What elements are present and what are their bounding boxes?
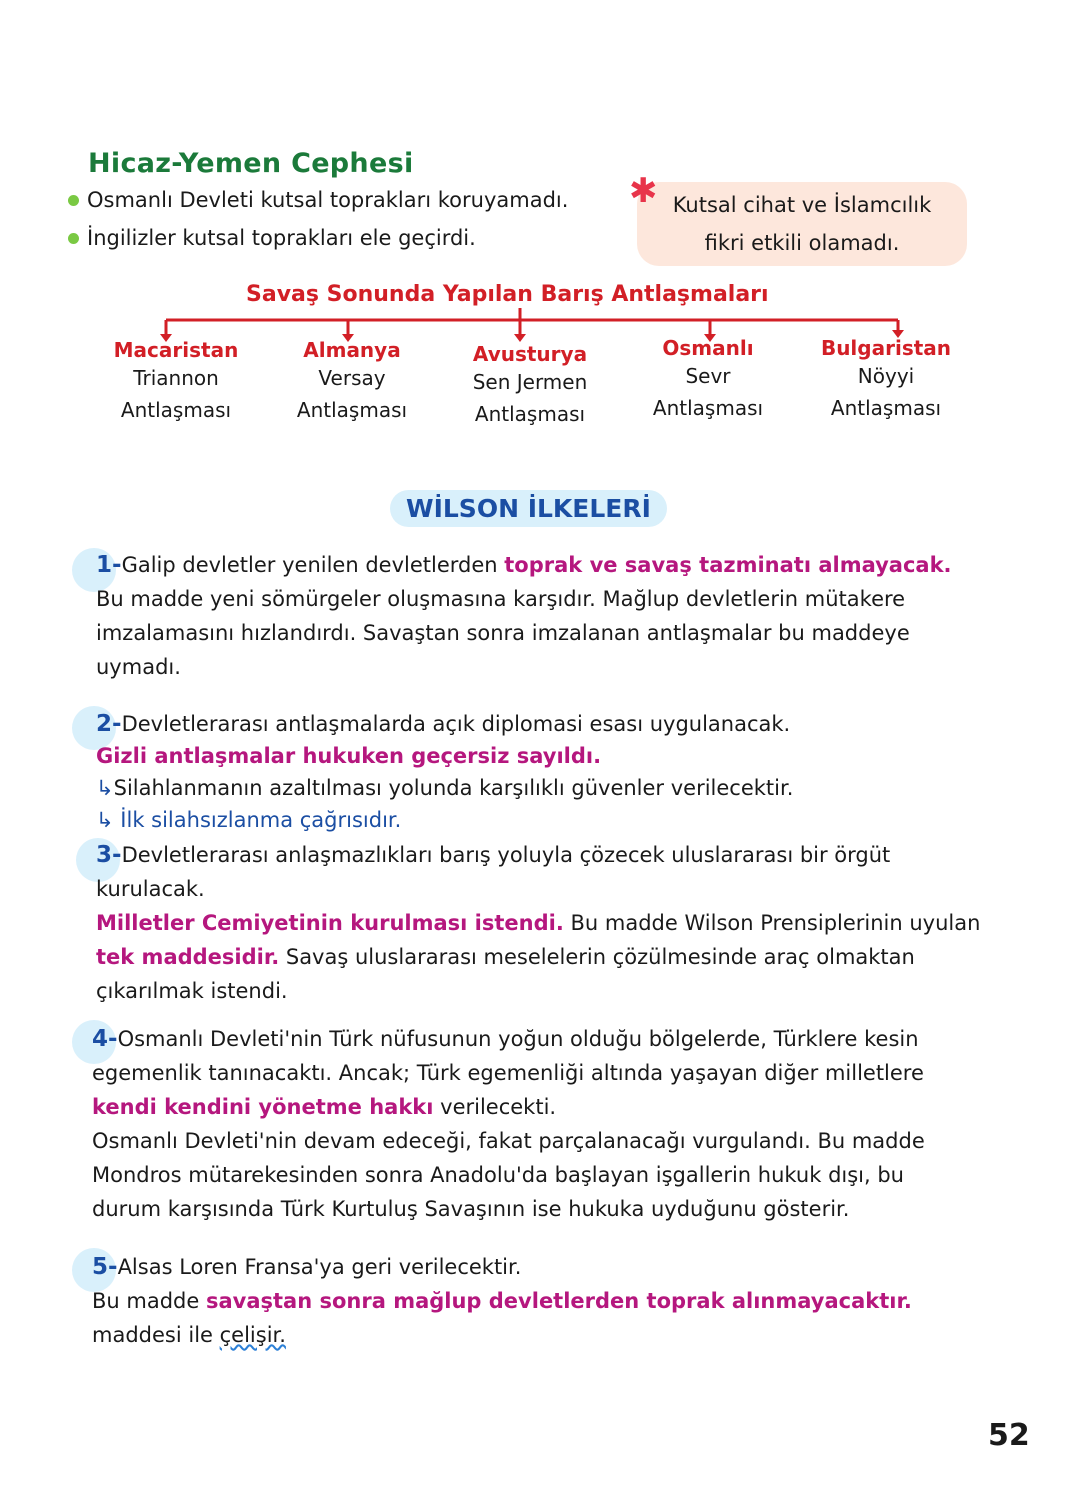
item-text: Osmanlı Devleti'nin Türk nüfusunun yoğun olduğu bölgelerde, Türklere kesin <box>117 1027 919 1051</box>
wilson-item-2 <box>96 708 1016 836</box>
item-text: uymadı. <box>96 655 181 679</box>
item-text: Savaş uluslararası meselelerin çözülmesinde araç olmaktan <box>279 945 915 969</box>
asterisk-icon: ✱ <box>629 171 658 211</box>
item-text: kurulacak. <box>96 877 205 901</box>
highlight-text: Milletler Cemiyetinin kurulması istendi. <box>96 911 564 935</box>
treaty-country: Avusturya <box>472 342 588 366</box>
treaty-name: Sevr <box>685 364 731 388</box>
item-text: çıkarılmak istendi. <box>96 979 288 1003</box>
arrow-icon: ↳ <box>96 808 114 832</box>
highlight-text: Gizli antlaşmalar hukuken geçersiz sayıldı. <box>96 744 602 768</box>
item-number: 3- <box>96 842 122 868</box>
treaty-suffix: Antlaşması <box>652 396 764 420</box>
item-text: durum karşısında Türk Kurtuluş Savaşının ise hukuka uyduğunu gösterir. <box>92 1197 850 1221</box>
treaty-almanya <box>272 338 432 426</box>
item-number: 5- <box>92 1254 118 1280</box>
treaty-country: Macaristan <box>113 338 239 362</box>
item-text: egemenlik tanınacaktı. Ancak; Türk egemenliği altında yaşayan diğer milletlere <box>92 1061 924 1085</box>
treaty-suffix: Antlaşması <box>474 402 586 426</box>
treaty-macaristan <box>96 338 256 426</box>
item-text: Bu madde Wilson Prensiplerinin uyulan <box>563 911 981 935</box>
treaty-name: Triannon <box>133 366 219 390</box>
treaty-avusturya <box>450 342 610 430</box>
wilson-title: WİLSON İLKELERİ <box>390 490 667 527</box>
treaty-suffix: Antlaşması <box>296 398 408 422</box>
highlight-text: tek maddesidir. <box>96 945 280 969</box>
underlined-text: çelişir. <box>219 1323 286 1347</box>
section-title-hicaz: Hicaz-Yemen Cephesi <box>88 148 414 179</box>
item-text: imzalamasını hızlandırdı. Savaştan sonra imzalanan antlaşmalar bu maddeye <box>96 621 910 645</box>
note-line-2: fikri etkili olamadı. <box>704 231 900 255</box>
wilson-item-3 <box>96 838 1016 1008</box>
treaty-country: Almanya <box>303 338 401 362</box>
note-text-1: Kutsal cihat ve İslamcılık <box>672 193 932 217</box>
treaty-name: Sen Jermen <box>472 370 588 394</box>
treaty-osmanli <box>628 336 788 424</box>
item-text: maddesi ile <box>92 1323 220 1347</box>
item-text: Devletlerarası antlaşmalarda açık diplomasi esası uygulanacak. <box>121 712 791 736</box>
item-number: 4- <box>92 1026 118 1052</box>
item-text: Bu madde yeni sömürgeler oluşmasına karşıdır. Mağlup devletlerin mütakere <box>96 587 906 611</box>
item-text: Devletlerarası anlaşmazlıkları barış yoluyla çözecek uluslararası bir örgüt <box>121 843 891 867</box>
highlight-text: kendi kendini yönetme hakkı <box>92 1095 434 1119</box>
highlight-text: toprak ve savaş tazminatı almayacak. <box>504 553 952 577</box>
treaty-suffix: Antlaşması <box>830 396 942 420</box>
bullet-text-1: Osmanlı Devleti kutsal toprakları koruyamadı. <box>87 188 569 212</box>
item-text: Osmanlı Devleti'nin devam edeceği, fakat parçalanacağı vurgulandı. Bu madde <box>92 1129 925 1153</box>
item-text: İlk silahsızlanma çağrısıdır. <box>120 808 402 832</box>
treaty-name: Versay <box>318 366 386 390</box>
treaty-suffix: Antlaşması <box>120 398 232 422</box>
highlight-text: savaştan sonra mağlup devletlerden toprak alınmayacaktır. <box>205 1289 912 1313</box>
bullet-text-2: İngilizler kutsal toprakları ele geçirdi. <box>87 226 476 250</box>
treaty-bulgaristan <box>806 336 966 424</box>
wilson-item-4 <box>92 1022 1022 1226</box>
arrow-icon: ↳ <box>96 776 114 800</box>
wilson-item-5 <box>92 1250 1012 1352</box>
treaty-country: Osmanlı <box>662 336 754 360</box>
item-number: 2- <box>96 711 122 737</box>
treaties-heading: Savaş Sonunda Yapılan Barış Antlaşmaları <box>246 282 769 307</box>
treaty-country: Bulgaristan <box>820 336 952 360</box>
item-text: verilecekti. <box>433 1095 557 1119</box>
item-text: Galip devletler yenilen devletlerden <box>121 553 505 577</box>
wilson-item-1 <box>96 548 1016 684</box>
item-text: Alsas Loren Fransa'ya geri verilecektir. <box>117 1255 522 1279</box>
item-text: Silahlanmanın azaltılması yolunda karşılıklı güvenler verilecektir. <box>113 776 794 800</box>
item-text: Mondros mütarekesinden sonra Anadolu'da başlayan işgallerin hukuk dışı, bu <box>92 1163 904 1187</box>
item-number: 1- <box>96 552 122 578</box>
treaty-name: Nöyyi <box>857 364 915 388</box>
page-number: 52 <box>988 1418 1030 1453</box>
item-text: Bu madde <box>92 1289 206 1313</box>
treaty-connector-lines <box>0 0 1080 360</box>
